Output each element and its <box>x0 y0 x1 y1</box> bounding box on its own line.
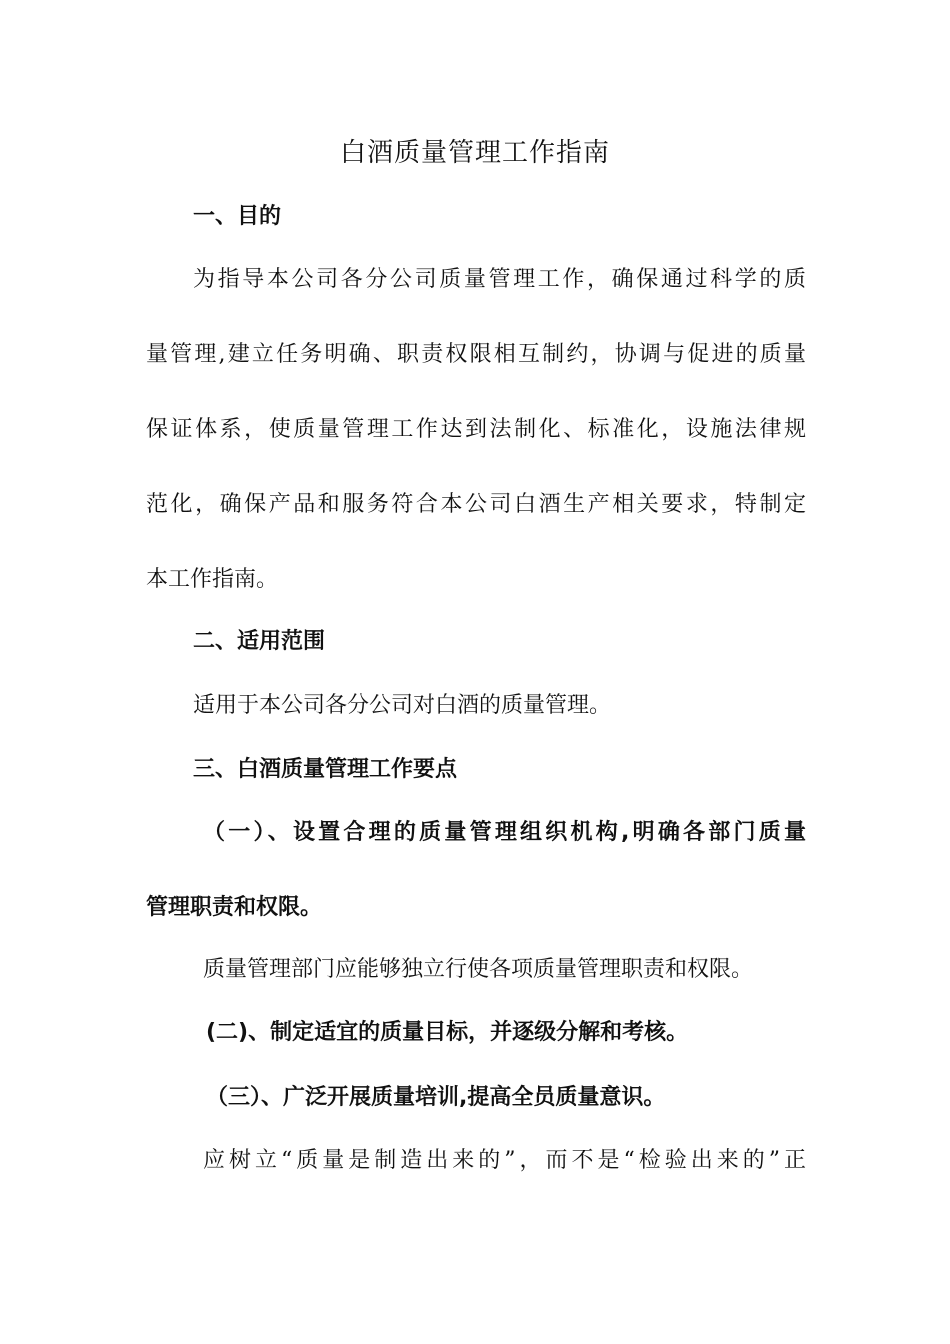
item1-body: 质量管理部门应能够独立行使各项质量管理职责和权限。 <box>203 957 754 982</box>
section1-line-4: 范化，确保产品和服务符合本公司白酒生产相关要求，特制定 <box>146 492 806 517</box>
section1-line-5: 本工作指南。 <box>146 567 279 592</box>
section1-line-1: 为指导本公司各分公司质量管理工作，确保通过科学的质 <box>193 267 806 292</box>
item3-body-line-1: 应树立“质量是制造出来的”，而不是“检验出来的”正 <box>203 1148 806 1173</box>
section2-text: 适用于本公司各分公司对白酒的质量管理。 <box>193 693 612 718</box>
item1-line-2: 管理职责和权限。 <box>146 895 323 920</box>
section3-heading: 三、白酒质量管理工作要点 <box>193 757 458 782</box>
item3-heading: （三）、广泛开展质量培训,提高全员质量意识。 <box>206 1085 666 1110</box>
section1-heading: 一、目的 <box>193 204 282 229</box>
item1-line-1: （一）、设置合理的质量管理组织机构,明确各部门质量 <box>203 820 806 845</box>
section2-heading: 二、适用范围 <box>193 629 326 654</box>
section1-line-2: 量管理,建立任务明确、职责权限相互制约，协调与促进的质量 <box>146 342 806 367</box>
section1-line-3: 保证体系，使质量管理工作达到法制化、标准化，设施法律规 <box>146 417 806 442</box>
document-title: 白酒质量管理工作指南 <box>339 138 610 168</box>
item2-heading: (二)、制定适宜的质量目标，并逐级分解和考核。 <box>206 1020 689 1045</box>
